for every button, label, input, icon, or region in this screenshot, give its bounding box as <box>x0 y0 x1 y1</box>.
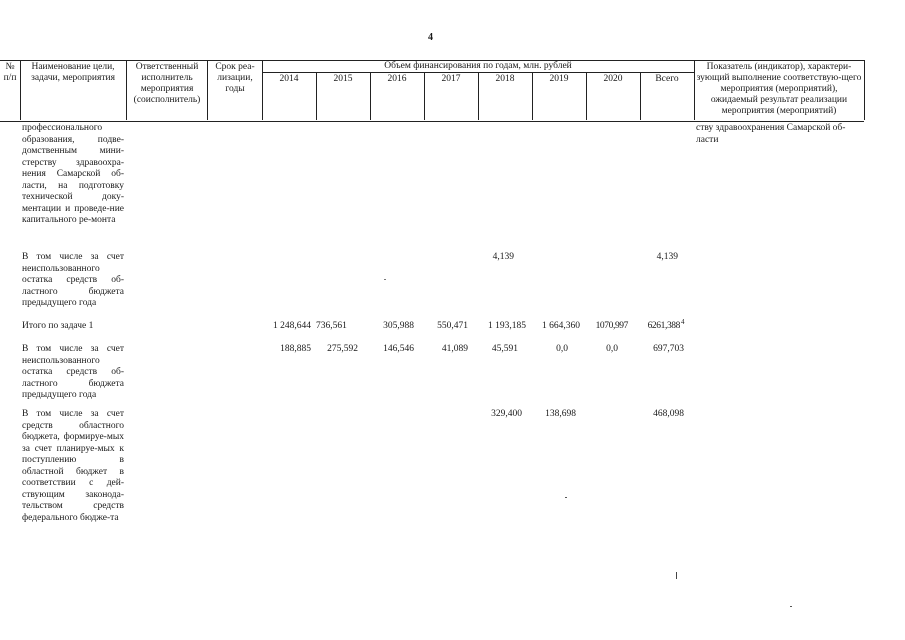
row-name: В том числе за счет неиспользованного остатка средств об-ластного бюджета предыдущего года <box>22 344 124 400</box>
value-total: 6261,388 <box>647 321 680 331</box>
header-term: Срок реа-лизации, годы <box>215 62 255 94</box>
scan-speck <box>565 497 567 498</box>
value-2018: 1 193,185 <box>488 321 526 331</box>
header-responsible: Ответственный исполнитель мероприятия (соисполнитель) <box>133 62 201 105</box>
value-2016: 305,988 <box>383 321 414 331</box>
value-2019: 138,698 <box>545 409 576 419</box>
col-divider <box>20 60 21 120</box>
row-name: Итого по задаче 1 <box>22 321 94 331</box>
header-indicator: Показатель (индикатор), характери-зующий выполнение соответствую-щего мероприятия (мероприятий), ожидаемый результат реализации мероприятия (мероприятий) <box>696 62 862 116</box>
scan-speck <box>676 572 677 579</box>
value-2015: 736,561 <box>316 321 347 331</box>
scan-speck <box>384 279 386 280</box>
footnote-mark: 4 <box>681 318 685 326</box>
value-2018: 329,400 <box>491 409 522 419</box>
col-divider <box>126 60 127 120</box>
value-2019: 1 664,360 <box>542 321 580 331</box>
year-2019: 2019 <box>549 74 569 84</box>
year-2016: 2016 <box>387 74 407 84</box>
year-2020: 2020 <box>603 74 623 84</box>
value-2018: 45,591 <box>491 344 518 354</box>
row-name: В том числе за счет неиспользованного остатка средств об-ластного бюджета предыдущего года <box>22 252 124 308</box>
page-number: 4 <box>428 32 433 43</box>
header-funding: Объем финансирования по годам, млн. рублей <box>384 61 572 71</box>
value-2014: 188,885 <box>280 344 311 354</box>
value-2016: 146,546 <box>383 344 414 354</box>
value-2017: 550,471 <box>437 321 468 331</box>
col-divider <box>207 60 208 120</box>
header-name: Наименование цели, задачи, мероприятия <box>31 62 115 83</box>
value-total: 4,139 <box>656 252 678 262</box>
value-2020: 1070,997 <box>595 321 628 331</box>
value-total: 468,098 <box>653 409 684 419</box>
value-2017: 41,089 <box>441 344 468 354</box>
value-2020: 0,0 <box>606 344 618 354</box>
col-divider <box>864 60 865 120</box>
year-2015: 2015 <box>333 74 353 84</box>
value-2018: 4,139 <box>492 252 514 262</box>
header-num: № п/п <box>3 62 17 83</box>
year-total: Всего <box>655 74 679 84</box>
scan-speck <box>790 606 792 607</box>
value-total: 697,703 <box>653 344 684 354</box>
value-2019: 0,0 <box>556 344 568 354</box>
row-name: профессионального образования, подве-домственным мини-стерству здравоохра-нения Самарской об-ласти, на подготовку технической доку-ментации и проведе-ние капитального ре-монта <box>22 123 124 225</box>
row-indicator: ству здравоохранения Самарской об-ласти <box>696 123 846 145</box>
year-2018: 2018 <box>495 74 515 84</box>
row-name: В том числе за счет средств областного бюджета, формируе-мых за счет планируе-мых к поступлению в областной бюджет в соответствии с дей-ствующим законода-тельством средств федерального бюдже-та <box>22 409 124 523</box>
value-2014: 1 248,644 <box>273 321 311 331</box>
year-2014: 2014 <box>279 74 299 84</box>
col-divider <box>694 60 695 120</box>
year-2017: 2017 <box>441 74 461 84</box>
value-2015: 275,592 <box>327 344 358 354</box>
